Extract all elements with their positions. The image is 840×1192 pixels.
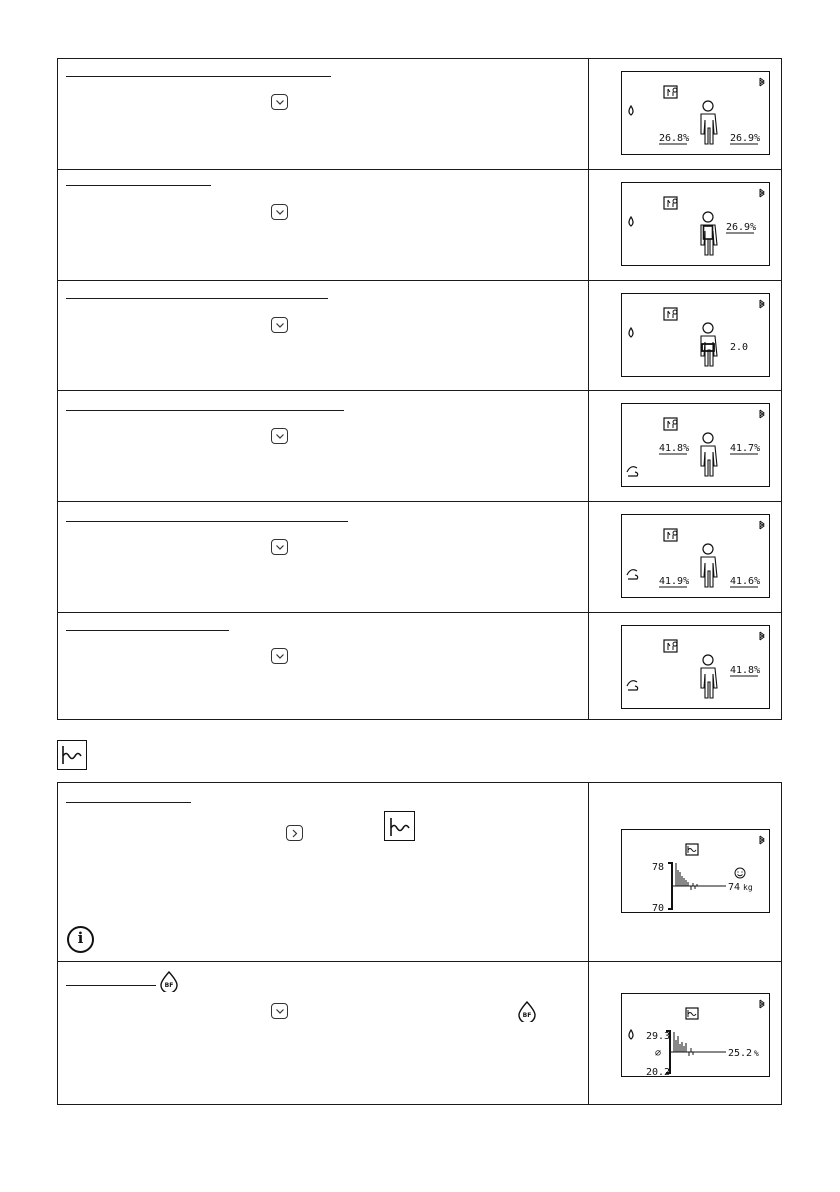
info-icon: i	[67, 926, 94, 953]
left-arm-value: 26.8%	[659, 133, 690, 144]
display-graphic	[622, 830, 771, 914]
segment-select-icon	[664, 308, 677, 320]
display-graphic	[622, 72, 771, 156]
heading-rule	[66, 802, 191, 803]
scale-display	[621, 829, 770, 913]
smiley-icon	[735, 868, 745, 878]
average-symbol: ⌀	[655, 1048, 662, 1059]
segment-select-icon	[664, 640, 677, 652]
chevron-down-button[interactable]	[271, 1003, 288, 1019]
body-figure-icon	[701, 655, 717, 698]
muscle-arm-icon	[627, 467, 638, 476]
right-arm-value: 26.9%	[730, 133, 761, 144]
body-figure-icon	[701, 101, 717, 144]
trend-min-label: 20.2	[646, 1067, 671, 1078]
table-row	[58, 502, 781, 613]
trend-min-label: 70	[652, 903, 665, 914]
muscle-arm-icon	[627, 681, 638, 690]
chevron-right-icon	[290, 829, 300, 838]
bluetooth-icon	[760, 189, 764, 197]
scale-display	[621, 993, 770, 1077]
water-drop-icon	[629, 328, 633, 337]
trunk-value: 26.9%	[726, 222, 757, 233]
display-graphic	[622, 994, 771, 1078]
chevron-down-button[interactable]	[271, 539, 288, 555]
body-fat-drop-icon	[517, 1000, 537, 1022]
chevron-down-icon	[275, 652, 285, 661]
bluetooth-icon	[760, 78, 764, 86]
right-leg-value: 41.6%	[730, 576, 761, 587]
segment-select-icon	[664, 529, 677, 541]
display-graphic	[622, 515, 771, 599]
heading-rule	[66, 298, 328, 299]
visceral-value: 2.0	[730, 342, 749, 353]
chevron-down-icon	[275, 543, 285, 552]
body-figure-icon	[701, 544, 717, 587]
body-fat-drop-icon	[159, 970, 179, 992]
heading-rule	[66, 410, 344, 411]
trend-max-label: 78	[652, 862, 665, 873]
chevron-down-button[interactable]	[271, 94, 288, 110]
table-row	[58, 391, 781, 502]
trend-graph-icon	[686, 844, 698, 855]
chevron-down-icon	[275, 208, 285, 217]
chevron-down-button[interactable]	[271, 317, 288, 333]
segment-select-icon	[664, 86, 677, 98]
trend-unit: kg	[743, 883, 753, 892]
svg-text:BF: BF	[164, 982, 174, 989]
table-row	[58, 783, 781, 962]
scale-display	[621, 403, 770, 487]
trend-current-value: 74	[728, 882, 741, 893]
heading-rule	[66, 185, 211, 186]
heading-rule	[66, 76, 331, 77]
bluetooth-icon	[760, 836, 764, 844]
table-row	[58, 281, 781, 391]
trend-graph-icon	[686, 1008, 698, 1019]
chevron-down-icon	[275, 98, 285, 107]
body-figure-icon	[701, 433, 717, 476]
trend-unit: %	[754, 1049, 759, 1058]
bluetooth-icon	[760, 632, 764, 640]
water-drop-icon	[629, 217, 633, 226]
display-graphic	[622, 183, 771, 267]
scale-display	[621, 625, 770, 709]
chevron-down-button[interactable]	[271, 428, 288, 444]
chevron-down-button[interactable]	[271, 204, 288, 220]
chevron-down-icon	[275, 321, 285, 330]
bluetooth-icon	[760, 521, 764, 529]
scale-display	[621, 182, 770, 266]
display-graphic	[622, 294, 771, 378]
trend-graph-icon	[60, 743, 84, 767]
water-drop-icon	[629, 1030, 633, 1039]
segment-measurement-table	[57, 58, 782, 720]
heading-rule	[66, 630, 229, 631]
chevron-down-icon	[275, 1007, 285, 1016]
heading-rule	[66, 985, 156, 986]
right-arm-value: 41.7%	[730, 443, 761, 454]
muscle-arm-icon	[627, 570, 638, 579]
chevron-down-icon	[275, 432, 285, 441]
table-row	[58, 170, 781, 281]
body-figure-trunk-icon	[701, 212, 717, 255]
bluetooth-icon	[760, 410, 764, 418]
trend-max-label: 29.3	[646, 1031, 671, 1042]
bluetooth-icon	[760, 1000, 764, 1008]
trend-section-icon	[57, 740, 87, 770]
segment-select-icon	[664, 197, 677, 209]
scale-display	[621, 514, 770, 598]
display-graphic	[622, 404, 771, 488]
chevron-down-button[interactable]	[271, 648, 288, 664]
left-leg-value: 41.9%	[659, 576, 690, 587]
scale-display	[621, 293, 770, 377]
water-drop-icon	[629, 106, 633, 115]
trend-mode-icon	[384, 811, 415, 841]
display-graphic	[622, 626, 771, 710]
chevron-right-button[interactable]	[286, 825, 303, 841]
trunk-value: 41.8%	[730, 665, 761, 676]
heading-rule	[66, 521, 348, 522]
scale-display	[621, 71, 770, 155]
body-figure-waist-icon	[701, 323, 717, 366]
left-arm-value: 41.8%	[659, 443, 690, 454]
segment-select-icon	[664, 418, 677, 430]
trend-graph-icon	[387, 814, 413, 840]
trend-current-value: 25.2	[728, 1048, 753, 1059]
table-row	[58, 962, 781, 1106]
bluetooth-icon	[760, 300, 764, 308]
table-row	[58, 59, 781, 170]
trend-table	[57, 782, 782, 1105]
svg-text:BF: BF	[522, 1012, 532, 1019]
table-row	[58, 613, 781, 721]
